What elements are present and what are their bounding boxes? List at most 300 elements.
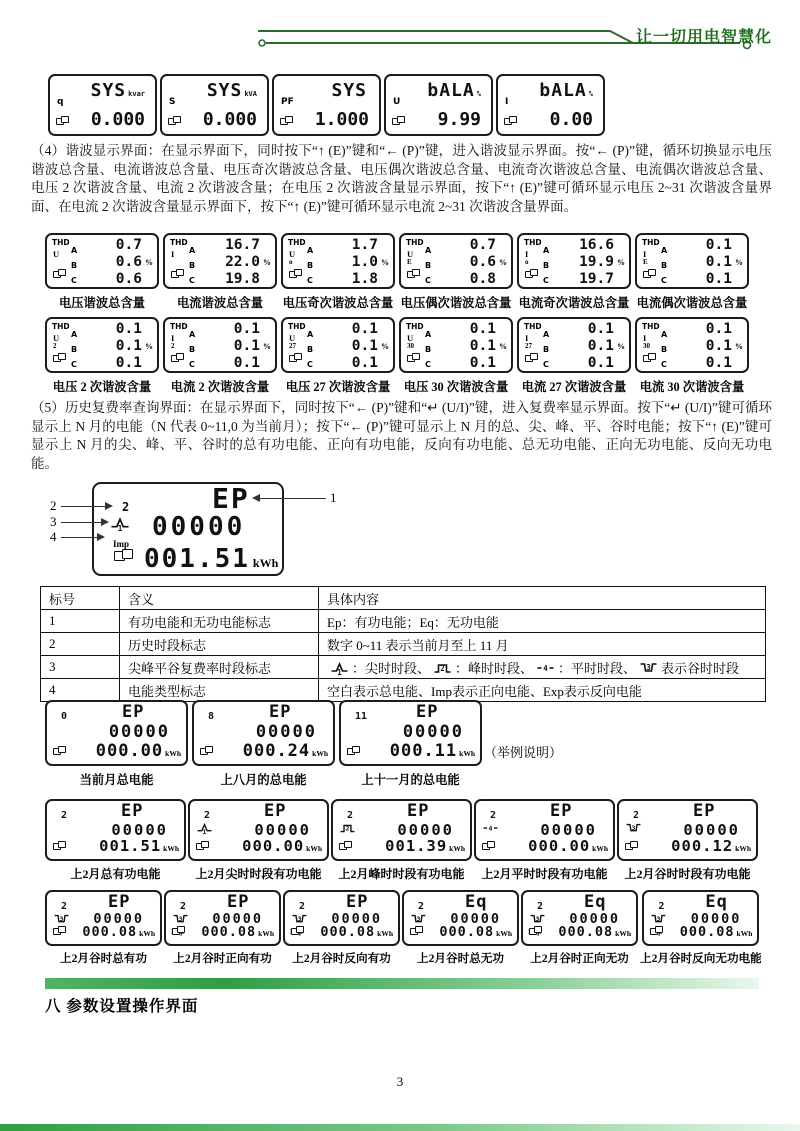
phase-c-value: 1.8	[351, 271, 378, 287]
energy-lcd	[521, 890, 638, 946]
energy-lcd	[402, 890, 519, 946]
lcd-caption: 上2月总有功电能	[70, 867, 161, 881]
lcd-unit: kWh	[459, 749, 475, 758]
lcd-value: 0.00	[549, 109, 593, 130]
lcd-value: 000.08 kWh	[201, 924, 274, 940]
energy-lcd-cell	[164, 890, 281, 966]
phase-a-value: 0.1	[233, 321, 260, 337]
sharp-period-icon	[328, 661, 351, 676]
lcd-unit: kWh	[735, 844, 751, 853]
lcd-caption: 上八月的总电能	[220, 773, 307, 787]
energy-type-label: EP	[416, 702, 439, 722]
arrow-left-icon	[252, 494, 260, 502]
comm-icon	[392, 112, 405, 130]
phase-a-value: 0.1	[469, 321, 496, 337]
comm-icon	[347, 742, 360, 760]
svg-text:3: 3	[535, 914, 540, 923]
phase-b-value: 0.1	[587, 338, 614, 354]
table-cell: 历史时段标志	[120, 633, 319, 656]
sharp-period-icon	[195, 822, 214, 835]
phase-a-value: 16.6	[579, 237, 614, 253]
harmonic-order: 2	[171, 342, 175, 350]
thd-lcd-cell	[517, 233, 631, 311]
flat-period-icon	[534, 661, 557, 676]
energy-lcd-figure	[0, 478, 800, 582]
section-heading: 八 参数设置操作界面	[45, 998, 199, 1015]
lcd-caption: 上十一月的总电能	[361, 773, 460, 787]
arrow-right-icon	[105, 502, 113, 510]
quantity-indicator: U	[53, 249, 60, 259]
quantity-indicator: U	[53, 333, 60, 343]
lcd-unit: %	[381, 342, 389, 351]
phase-b-value: 0.1	[705, 338, 732, 354]
harmonic-order: 27	[525, 342, 532, 350]
lcd-value: 000.11 kWh	[389, 741, 475, 761]
table-header-row	[41, 587, 766, 610]
valley-period-icon	[624, 822, 643, 835]
phase-a-value: 0.1	[705, 237, 732, 253]
sharp-period-icon	[108, 516, 132, 532]
thd-lcd-cell	[45, 233, 159, 311]
thd-lcd: THD I o A B C 16.6 19.9 19.7 %	[517, 233, 631, 289]
thd-tag: THD	[406, 322, 424, 331]
thd-tag: THD	[288, 238, 306, 247]
svg-text:2: 2	[440, 663, 445, 673]
energy-lcd	[617, 799, 758, 861]
harmonic-order: o	[525, 258, 529, 266]
svg-text:3: 3	[59, 914, 64, 923]
energy-lcd-cell	[339, 700, 482, 788]
comm-icon	[53, 265, 66, 283]
history-period-number: 2	[61, 901, 68, 912]
lcd-value: 000.08 kWh	[82, 924, 155, 940]
svg-text:2: 2	[345, 824, 350, 833]
history-period-number: 2	[204, 810, 211, 821]
table-cell: 4	[41, 679, 120, 702]
history-period-number: 2	[347, 810, 354, 821]
footer-bar	[0, 1124, 800, 1131]
thd-tag: THD	[524, 322, 542, 331]
comm-icon	[504, 112, 517, 130]
comm-icon	[291, 922, 304, 940]
lcd-value: 000.08 kWh	[439, 924, 512, 940]
peak-period-icon	[431, 661, 454, 676]
comm-icon	[410, 922, 423, 940]
energy-type-label: EP	[346, 892, 369, 912]
comm-icon	[53, 837, 66, 855]
svg-text:1: 1	[337, 667, 342, 676]
thd-tag: THD	[406, 238, 424, 247]
table-cell: 标号	[41, 587, 120, 610]
sys-lcd	[48, 74, 157, 136]
comm-icon	[525, 265, 538, 283]
quantity-indicator: U	[393, 97, 401, 107]
lcd-unit: %	[476, 90, 481, 98]
harmonic-order: E	[407, 258, 412, 266]
lcd-caption: 上2月平时时段有功电能	[481, 867, 608, 881]
energy-lcd	[474, 799, 615, 861]
callout-number: 1	[330, 490, 337, 505]
energy-lcd-cell	[45, 700, 188, 788]
comm-icon	[53, 742, 66, 760]
energy-type-label: Eq	[584, 892, 607, 912]
energy-lcd-cell	[45, 890, 162, 966]
lcd-markers	[199, 711, 214, 723]
quantity-indicator: U	[407, 333, 414, 343]
quantity-indicator: I	[525, 333, 529, 343]
lcd-caption: 电压 30 次谐波含量	[403, 380, 509, 394]
thd-lcd: THD U 2 A B C 0.1 0.1 0.1 %	[45, 317, 159, 373]
lcd-unit: %	[381, 258, 389, 267]
thd-lcd: THD I 30 A B C 0.1 0.1 0.1 %	[635, 317, 749, 373]
thd-tag: THD	[170, 238, 188, 247]
lcd-unit: kWh	[496, 929, 512, 938]
phase-b-value: 0.1	[233, 338, 260, 354]
monthly-energy-row	[45, 700, 482, 788]
table-cell: 尖峰平谷复费率时段标志	[120, 656, 319, 679]
lcd-caption: 上2月谷时正向有功	[173, 952, 272, 965]
lcd-digits: 00000	[450, 911, 501, 927]
svg-text:3: 3	[631, 823, 636, 832]
lcd-digits: 00000	[111, 821, 168, 839]
arrow-right-icon	[97, 533, 105, 541]
lcd-caption: 电压偶次谐波总含量	[400, 296, 512, 310]
comm-icon	[114, 548, 133, 566]
table-row	[41, 610, 766, 633]
lcd-caption: 电压 27 次谐波含量	[285, 380, 391, 394]
comm-icon	[643, 349, 656, 367]
table-cell: 具体内容	[319, 587, 766, 610]
lcd-unit: kVA	[244, 90, 257, 98]
energy-lcd-cell	[192, 700, 335, 788]
quantity-indicator: U	[289, 333, 296, 343]
comm-icon	[289, 349, 302, 367]
callout-number: 2	[50, 498, 57, 513]
lcd-digits: 00000	[540, 821, 597, 839]
lcd-unit: kWh	[258, 929, 274, 938]
phase-c-value: 0.1	[115, 355, 142, 371]
thd-tag: THD	[288, 322, 306, 331]
table-cell: Ep：有功电能；Eq：无功电能	[319, 610, 766, 633]
energy-type-label: Eq	[705, 892, 728, 912]
comm-icon	[53, 922, 66, 940]
svg-text:4: 4	[488, 824, 493, 833]
phase-c-value: 0.6	[115, 271, 142, 287]
table-cell: 空白表示总电能、Imp表示正向电能、Exp表示反向电能	[319, 679, 766, 702]
lcd-main-text: SYS	[331, 80, 367, 101]
table-row	[41, 679, 766, 702]
lcd-markers	[52, 810, 67, 822]
lcd-caption: 当前月总电能	[79, 773, 154, 787]
history-period-number: 11	[355, 711, 368, 722]
lcd-value: 000.00 kWh	[242, 837, 322, 855]
phase-a-value: 1.7	[351, 237, 378, 253]
energy-type-label: EP	[227, 892, 250, 912]
thd-tag: THD	[642, 238, 660, 247]
lcd-caption: 上2月谷时反向有功	[292, 952, 391, 965]
svg-text:3: 3	[416, 914, 421, 923]
lcd-unit: %	[588, 90, 593, 98]
quantity-indicator: I	[505, 97, 509, 107]
phase-b-value: 0.1	[469, 338, 496, 354]
comm-icon	[407, 349, 420, 367]
comm-icon	[482, 837, 495, 855]
lcd-value: 000.24 kWh	[242, 741, 328, 761]
lcd-digits: 00000	[152, 512, 246, 542]
energy-lcd	[45, 890, 162, 946]
lcd-caption: 上2月谷时正向无功	[530, 952, 629, 965]
lcd-caption: 电流 2 次谐波含量	[170, 380, 270, 394]
history-period-number: 2	[658, 901, 665, 912]
lcd-caption: 电流偶次谐波总含量	[636, 296, 748, 310]
energy-lcd	[188, 799, 329, 861]
thd-lcd: THD U o A B C 1.7 1.0 1.8 %	[281, 233, 395, 289]
comm-icon	[196, 837, 209, 855]
lcd-value: 001.39 kWh	[385, 837, 465, 855]
lcd-value: 000.08 kWh	[679, 924, 753, 940]
energy-type-label: EP	[120, 801, 144, 821]
thd-lcd-cell	[399, 317, 513, 395]
harmonic-order: 27	[289, 342, 296, 350]
comm-icon	[289, 265, 302, 283]
energy-lcd	[283, 890, 400, 946]
phase-c-value: 19.8	[225, 271, 260, 287]
lcd-value: 001.51 kWh	[99, 837, 179, 855]
energy-type-label: EP	[692, 801, 716, 821]
lcd-unit: %	[499, 342, 507, 351]
lcd-value: 000.12 kWh	[671, 837, 751, 855]
energy-lcd-cell	[188, 799, 329, 882]
comm-icon	[168, 112, 181, 130]
lcd-unit: %	[735, 342, 743, 351]
lcd-caption: 电压 2 次谐波含量	[52, 380, 152, 394]
thd-lcd: THD I 27 A B C 0.1 0.1 0.1 %	[517, 317, 631, 373]
lcd-digits: 00000	[331, 911, 382, 927]
energy-type-label: EP	[269, 702, 292, 722]
sys-lcd-row	[48, 74, 605, 136]
sys-lcd	[160, 74, 269, 136]
comm-icon	[171, 265, 184, 283]
energy-lcd-cell	[402, 890, 519, 966]
lcd-markers	[338, 810, 357, 836]
quantity-indicator: U	[289, 249, 296, 259]
comm-icon	[53, 349, 66, 367]
energy-lcd	[164, 890, 281, 946]
energy-flow-label: Imp	[113, 539, 130, 549]
lcd-caption: 上2月谷时总无功	[417, 952, 504, 965]
thd-lcd: THD U 30 A B C 0.1 0.1 0.1 %	[399, 317, 513, 373]
thd-lcd: THD U E A B C 0.7 0.6 0.8 %	[399, 233, 513, 289]
lcd-value: 0.000	[90, 109, 145, 130]
lcd-digits: 00000	[690, 911, 742, 927]
lcd-digits: 00000	[212, 911, 263, 927]
lcd-caption: 电流奇次谐波总含量	[518, 296, 630, 310]
history-period-number: 2	[633, 810, 640, 821]
thd-tag: THD	[52, 322, 70, 331]
phase-c-value: 0.1	[587, 355, 614, 371]
lcd-unit: %	[145, 342, 153, 351]
lcd-markers	[195, 810, 214, 836]
comm-icon	[339, 837, 352, 855]
lcd-unit: kWh	[592, 844, 608, 853]
svg-text:3: 3	[178, 914, 183, 923]
page-number: 3	[396, 1074, 404, 1089]
tariff-period-icon	[108, 516, 132, 537]
phase-a-value: 0.1	[115, 321, 142, 337]
thd-order-row	[45, 317, 749, 395]
lcd-unit: %	[499, 258, 507, 267]
lcd-unit: %	[263, 258, 271, 267]
thd-lcd-cell	[635, 317, 749, 395]
thd-tag: THD	[642, 322, 660, 331]
comm-icon	[407, 265, 420, 283]
phase-b-value: 1.0	[351, 254, 378, 270]
table-cell: 电能类型标志	[120, 679, 319, 702]
lcd-caption: 电流谐波总含量	[176, 296, 264, 310]
thd-lcd: THD U A B C 0.7 0.6 0.6 %	[45, 233, 159, 289]
phase-c-value: 19.7	[579, 271, 614, 287]
history-period-number: 2	[180, 901, 187, 912]
lcd-digits: 00000	[402, 722, 464, 742]
phase-c-value: 0.1	[469, 355, 496, 371]
energy-lcd	[339, 700, 482, 766]
quantity-indicator: PF	[281, 97, 294, 107]
callout-3	[46, 514, 109, 530]
thd-lcd: THD I E A B C 0.1 0.1 0.1 %	[635, 233, 749, 289]
phase-a-value: 0.1	[587, 321, 614, 337]
history-period-number: 2	[61, 810, 68, 821]
lcd-value: 1.000	[314, 109, 369, 130]
lcd-main-text: bALA %	[539, 80, 593, 101]
lcd-unit: kWh	[312, 749, 328, 758]
lcd-markers	[624, 810, 643, 836]
lcd-caption: 电压谐波总含量	[58, 296, 146, 310]
comm-icon	[529, 922, 542, 940]
lcd-value: 000.00 kWh	[95, 741, 181, 761]
energy-lcd-cell	[474, 799, 615, 882]
thd-lcd-cell	[281, 317, 395, 395]
energy-lcd-cell	[617, 799, 758, 882]
energy-lcd	[45, 799, 186, 861]
comm-icon	[200, 742, 213, 760]
lcd-unit: kWh	[306, 844, 322, 853]
lcd-markers	[346, 711, 367, 723]
history-period-number: 8	[208, 711, 215, 722]
lcd-unit: %	[617, 342, 625, 351]
sys-lcd	[272, 74, 381, 136]
thd-lcd-cell	[163, 317, 277, 395]
phase-b-value: 0.6	[469, 254, 496, 270]
table-cell: 2	[41, 633, 120, 656]
flat-period-icon	[481, 822, 500, 835]
history-period-number: 2	[537, 901, 544, 912]
phase-b-value: 0.6	[115, 254, 142, 270]
thd-total-row	[45, 233, 749, 311]
phase-c-value: 0.8	[469, 271, 496, 287]
phase-a-value: 16.7	[225, 237, 260, 253]
quantity-indicator: I	[643, 249, 647, 259]
lcd-digits: 00000	[93, 911, 144, 927]
harmonic-order: 2	[53, 342, 57, 350]
lcd-digits: 00000	[108, 722, 170, 742]
quantity-indicator: I	[171, 333, 175, 343]
svg-text:3: 3	[297, 914, 302, 923]
lcd-caption: 电流 27 次谐波含量	[521, 380, 627, 394]
lcd-value: 0.000	[202, 109, 257, 130]
table-row	[41, 633, 766, 656]
lcd-unit: kWh	[377, 929, 393, 938]
table-cell: 含义	[120, 587, 319, 610]
phase-b-value: 19.9	[579, 254, 614, 270]
lcd-unit: %	[145, 258, 153, 267]
table-cell: 1	[41, 610, 120, 633]
table-cell: 数字 0~11 表示当前月至上 11 月	[319, 633, 766, 656]
lcd-value: 000.08 kWh	[320, 924, 393, 940]
energy-type-label: Eq	[465, 892, 488, 912]
thd-lcd: THD I 2 A B C 0.1 0.1 0.1 %	[163, 317, 277, 373]
lcd-caption: 上2月谷时总有功	[60, 952, 147, 965]
table-cell: 3	[41, 656, 120, 679]
lcd-caption: 电流 30 次谐波含量	[639, 380, 745, 394]
history-period-number: 2	[418, 901, 425, 912]
phase-b-value: 0.1	[351, 338, 378, 354]
tariff-energy-row	[45, 799, 758, 882]
lcd-unit: kWh	[449, 844, 465, 853]
section-divider-bar	[45, 978, 759, 989]
phase-b-value: 0.1	[115, 338, 142, 354]
phase-b-value: 0.1	[705, 254, 732, 270]
lcd-markers	[481, 810, 500, 836]
lcd-digits: 00000	[397, 821, 454, 839]
history-period-number: 2	[490, 810, 497, 821]
svg-text:3: 3	[656, 914, 661, 923]
comm-icon	[56, 112, 69, 130]
valley-energy-row	[45, 890, 762, 966]
lcd-value: 000.08 kWh	[558, 924, 631, 940]
thd-tag: THD	[170, 322, 188, 331]
thd-lcd-cell	[45, 317, 159, 395]
lcd-unit: kvar	[128, 90, 145, 98]
thd-lcd: THD U 27 A B C 0.1 0.1 0.1 %	[281, 317, 395, 373]
lcd-digits: 00000	[255, 722, 317, 742]
callout-4	[46, 529, 105, 545]
phase-c-value: 0.1	[233, 355, 260, 371]
lcd-value: 000.00 kWh	[528, 837, 608, 855]
lcd-digits: 00000	[683, 821, 740, 839]
phase-a-value: 0.7	[115, 237, 142, 253]
brand-slogan: 让一切用电智慧化	[636, 29, 773, 46]
phase-c-value: 0.1	[705, 271, 732, 287]
comm-icon	[625, 837, 638, 855]
arrow-right-icon	[101, 518, 109, 526]
harmonic-order: E	[643, 258, 648, 266]
phase-a-value: 0.1	[705, 321, 732, 337]
valley-period-icon	[637, 661, 660, 676]
sys-lcd	[496, 74, 605, 136]
quantity-indicator: I	[643, 333, 647, 343]
phase-c-value: 0.1	[351, 355, 378, 371]
lcd-value: 001.51 kWh	[144, 544, 279, 574]
peak-period-icon	[338, 822, 357, 835]
energy-lcd-cell	[640, 890, 762, 966]
lcd-unit: kWh	[615, 929, 631, 938]
comm-icon	[172, 922, 185, 940]
lcd-main-text: SYS kvar	[90, 80, 145, 101]
callout-number: 4	[50, 529, 57, 544]
tariff-period-legend-cell: 1 ：尖时时段、 2 ：峰时时段、 4 ：平时时段、 3 表示谷时时段	[319, 656, 766, 679]
phase-a-value: 0.1	[351, 321, 378, 337]
lcd-caption: 电压奇次谐波总含量	[282, 296, 394, 310]
